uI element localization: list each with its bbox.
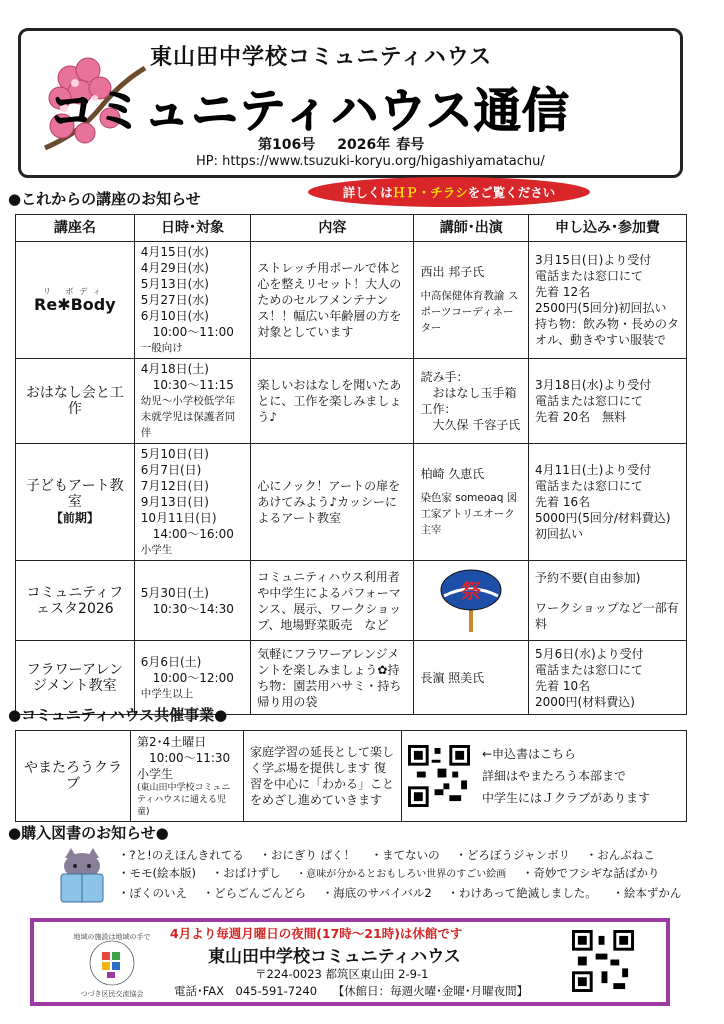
issue-year: 2026年 xyxy=(337,137,391,153)
content-cell: ストレッチ用ポールで体と心を整えリセット！大人のためのセルフメンテナンス！！幅広い年齢層の方を対象としています xyxy=(251,242,414,359)
time-line: 10:00～11:00 xyxy=(140,325,234,339)
instructor-cell xyxy=(414,641,529,715)
book-title: ・わけあって絶滅しました。 xyxy=(447,886,597,900)
logo-slogan: 地域の施設は地域の手で xyxy=(73,933,151,941)
content-cell: 心にノック！アートの扉をあけてみよう♪カッシーによるアート教室 xyxy=(251,444,414,561)
target-note: (東山田中学校コミュニティハウスに通える児童) xyxy=(137,783,231,817)
name-ruby: リ ボディ xyxy=(42,286,107,296)
book-row xyxy=(118,846,693,864)
book-title: ・おにぎり ぱく！ xyxy=(259,848,356,862)
date-cell xyxy=(134,561,251,641)
details-bubble xyxy=(308,177,590,207)
apply-cell xyxy=(529,359,687,444)
fan-text: 祭 xyxy=(461,578,482,603)
footer-qr-code-icon[interactable] xyxy=(572,930,634,992)
col-header: 講座名 xyxy=(16,215,135,242)
date-cell xyxy=(134,359,251,444)
book-row xyxy=(118,864,693,884)
time-line: 10:00～11:30 xyxy=(137,751,231,765)
date-line: 6月10日(水) xyxy=(140,309,209,323)
col-header: 内容 xyxy=(251,215,414,242)
book-row xyxy=(118,884,693,902)
date-line: 9月13日(日) xyxy=(140,495,209,509)
cohost-content: 家庭学習の延長として楽しく学ぶ場を提供します 復習を中心に「わかる」ことをめざし進めていきます xyxy=(244,731,402,822)
instructor-cell xyxy=(414,561,529,641)
target-line: 小学生 xyxy=(140,544,173,556)
date-line: 10月11日(日) xyxy=(140,511,217,525)
apply-line: 先着 12名 xyxy=(535,285,591,299)
facility-name: 東山田中学校コミュニティハウス xyxy=(208,947,461,967)
time-line: 10:30～11:15 xyxy=(140,378,234,392)
book-title: ・モモ(絵本版) xyxy=(118,866,196,880)
apply-line: 電話または窓口にて xyxy=(535,662,644,677)
apply-line: 詳細はやまたろう本部まで xyxy=(482,769,627,783)
apply-cell xyxy=(529,641,687,715)
phone-fax: 電話･FAX 045-591-7240 xyxy=(174,984,318,998)
book-title: ・どらごんごんどら xyxy=(202,886,307,900)
time-line: 14:00～16:00 xyxy=(140,527,234,541)
instructor-cell xyxy=(414,359,529,444)
homepage-link[interactable]: HP: https://www.tsuzuki-koryu.org/higashiyamatachu/ xyxy=(196,154,545,169)
festival-fan-icon xyxy=(436,568,506,634)
table-row xyxy=(16,561,687,641)
apply-cell xyxy=(529,561,687,641)
book-title: ・奇妙でフシギな話ばかり xyxy=(521,866,660,880)
date-line: 6月7日(日) xyxy=(140,463,202,477)
content-cell: 気軽にフラワーアレンジメントを楽しみましょう✿持ち物：園芸用ハサミ・持ち帰り用の袋 xyxy=(251,641,414,715)
col-header: 講師･出演 xyxy=(414,215,529,242)
cohost-heading: ●コミュニティハウス共催事業● xyxy=(8,706,228,724)
lecture-name: コミュニティフェスタ2026 xyxy=(26,584,124,617)
date-line: 7月12日(日) xyxy=(140,479,209,493)
lecture-table xyxy=(15,214,687,715)
book-title: ・おばけずし xyxy=(211,866,281,880)
date-line: 第2･4土曜日 xyxy=(137,735,207,749)
instructor-name: 西出 邦子氏 xyxy=(420,265,485,279)
reading-cat-illustration xyxy=(55,846,109,904)
apply-line: ワークショップなど一部有料 xyxy=(535,600,679,631)
association-logo xyxy=(62,930,162,1000)
date-line: 5月10日(日) xyxy=(140,447,209,461)
instructor-line: 読み手： xyxy=(420,370,469,384)
apply-line: 初回払い xyxy=(535,527,584,541)
closure-notice: 4月より毎週月曜日の夜間(17時～21時)は休館です xyxy=(170,926,463,941)
facility-address: 〒224-0023 都筑区東山田 2-9-1 xyxy=(255,967,429,981)
time-line: 10:30～14:30 xyxy=(140,601,234,616)
date-line: 5月13日(水) xyxy=(140,277,209,291)
instructor-desc: 染色家 someoaq 図工家アトリエオーク主宰 xyxy=(420,492,518,536)
book-list xyxy=(118,846,693,902)
facility-contact xyxy=(174,983,528,999)
table-row xyxy=(16,444,687,561)
apply-line: 先着 10名 xyxy=(535,678,591,693)
lecture-name-cell xyxy=(16,242,135,359)
apply-line: 2500円(5回分)初回払い xyxy=(535,301,667,315)
book-title: ・?と!のえほんきれてる xyxy=(118,848,244,862)
date-line: 5月27日(水) xyxy=(140,293,209,307)
book-title: ・海底のサバイバル2 xyxy=(321,886,432,900)
date-line: 6月6日(土) xyxy=(140,654,202,669)
book-title: ・ぼくのいえ xyxy=(118,886,187,900)
apply-line: 中学生にはＪクラブがあります xyxy=(482,791,651,805)
page-title: コミュニティハウス通信 xyxy=(48,84,570,139)
table-row xyxy=(16,242,687,359)
target-line: 小学生 xyxy=(137,767,174,781)
target-line: 一般向け xyxy=(140,342,183,354)
lecture-name-cell xyxy=(16,359,135,444)
instructor-cell xyxy=(414,444,529,561)
content-cell: コミュニティハウス利用者や中学生によるパフォーマンス、展示、ワークショップ、地場野菜販売 など xyxy=(251,561,414,641)
table-row xyxy=(16,359,687,444)
table-header-row xyxy=(16,215,687,242)
instructor-name: 長濵 照美氏 xyxy=(420,670,485,685)
logo-org: つづき区民交流協会 xyxy=(80,990,144,998)
date-line: 5月30日(土) xyxy=(140,585,209,600)
lecture-name: おはなし会と工作 xyxy=(25,385,124,417)
header-subtitle: 東山田中学校コミュニティハウス xyxy=(150,45,493,70)
date-cell xyxy=(134,444,251,561)
apply-line: 電話または窓口にて xyxy=(535,394,644,408)
apply-line: 2000円(材料費込) xyxy=(535,694,635,709)
date-line: 4月29日(水) xyxy=(140,261,209,275)
book-title: ・絵本ずかん xyxy=(612,886,682,900)
apply-cell xyxy=(529,242,687,359)
instructor-name: 柏崎 久恵氏 xyxy=(420,467,485,481)
cohost-date-cell xyxy=(131,731,244,822)
apply-line: 5月6日(水)より受付 xyxy=(535,646,644,661)
apply-line: ←申込書はこちら xyxy=(482,747,577,761)
instructor-desc: 中高保健体育教諭 スポーツコーディネーター xyxy=(420,290,519,334)
content-cell: 楽しいおはなしを聞いたあとに、工作を楽しみましょう♪ xyxy=(251,359,414,444)
lecture-name: 子どもアート教室 xyxy=(26,478,124,510)
apply-line: 4月11日(土)より受付 xyxy=(535,463,652,477)
book-title: ・意味が分かるとおもしろい世界のすごい絵画 xyxy=(296,869,507,880)
lecture-name-cell xyxy=(16,561,135,641)
bubble-highlight: ＨＰ・チラシ xyxy=(392,185,468,200)
issue-number: 第106号 xyxy=(258,137,316,153)
apply-line: 5000円(5回分/材料費込) xyxy=(535,511,671,525)
date-line: 4月18日(土) xyxy=(140,362,209,376)
target-line: 中学生以上 xyxy=(140,687,194,700)
lecture-name: Re✱Body xyxy=(34,294,116,314)
lecture-name-sub: 【前期】 xyxy=(50,511,99,525)
apply-line: 先着 16名 xyxy=(535,495,591,509)
date-line: 4月15日(水) xyxy=(140,245,209,259)
time-line: 10:00～12:00 xyxy=(140,670,234,685)
table-row xyxy=(16,731,687,822)
apply-cell xyxy=(529,444,687,561)
issue-info xyxy=(258,134,446,154)
apply-line: 3月18日(水)より受付 xyxy=(535,378,652,392)
instructor-cell xyxy=(414,242,529,359)
apply-line: 持ち物：飲み物・長めのタオル、動きやすい服装で xyxy=(535,317,680,347)
books-heading: ●購入図書のお知らせ● xyxy=(8,824,169,842)
col-header: 申し込み･参加費 xyxy=(529,215,687,242)
book-title: ・どろぼうジャンボリ xyxy=(455,848,571,862)
apply-line: 予約不要(自由参加) xyxy=(535,570,641,585)
cohost-name: やまたろうクラブ xyxy=(16,731,131,822)
target-line: 幼児～小学校低学年 未就学児は保護者同伴 xyxy=(140,395,236,439)
book-title: ・おんぶねこ xyxy=(585,848,655,862)
bubble-text-pre: 詳しくは xyxy=(342,185,393,200)
apply-line: 電話または窓口にて xyxy=(535,269,644,283)
issue-season: 春号 xyxy=(396,137,425,153)
instructor-line: 大久保 千容子氏 xyxy=(420,418,521,432)
lecture-name-cell xyxy=(16,444,135,561)
lecture-name: フラワーアレンジメント教室 xyxy=(26,661,124,694)
date-cell xyxy=(134,242,251,359)
apply-line: 電話または窓口にて xyxy=(535,479,644,493)
qr-code-icon[interactable] xyxy=(408,745,470,807)
closed-days: 【休館日：毎週火曜･金曜･月曜夜間】 xyxy=(332,984,529,998)
apply-spacer xyxy=(535,586,680,600)
bubble-text-post: をご覧ください xyxy=(467,185,556,200)
cohost-apply-cell xyxy=(402,731,687,822)
lectures-heading: ●これからの講座のお知らせ xyxy=(8,190,201,208)
apply-line: 先着 20名 無料 xyxy=(535,410,627,424)
apply-line: 3月15日(日)より受付 xyxy=(535,253,652,267)
instructor-line: 工作： xyxy=(420,402,457,416)
book-title: ・まてないの xyxy=(370,848,440,862)
col-header: 日時･対象 xyxy=(134,215,251,242)
instructor-line: おはなし玉手箱 xyxy=(420,386,517,400)
cohost-table xyxy=(15,730,687,822)
